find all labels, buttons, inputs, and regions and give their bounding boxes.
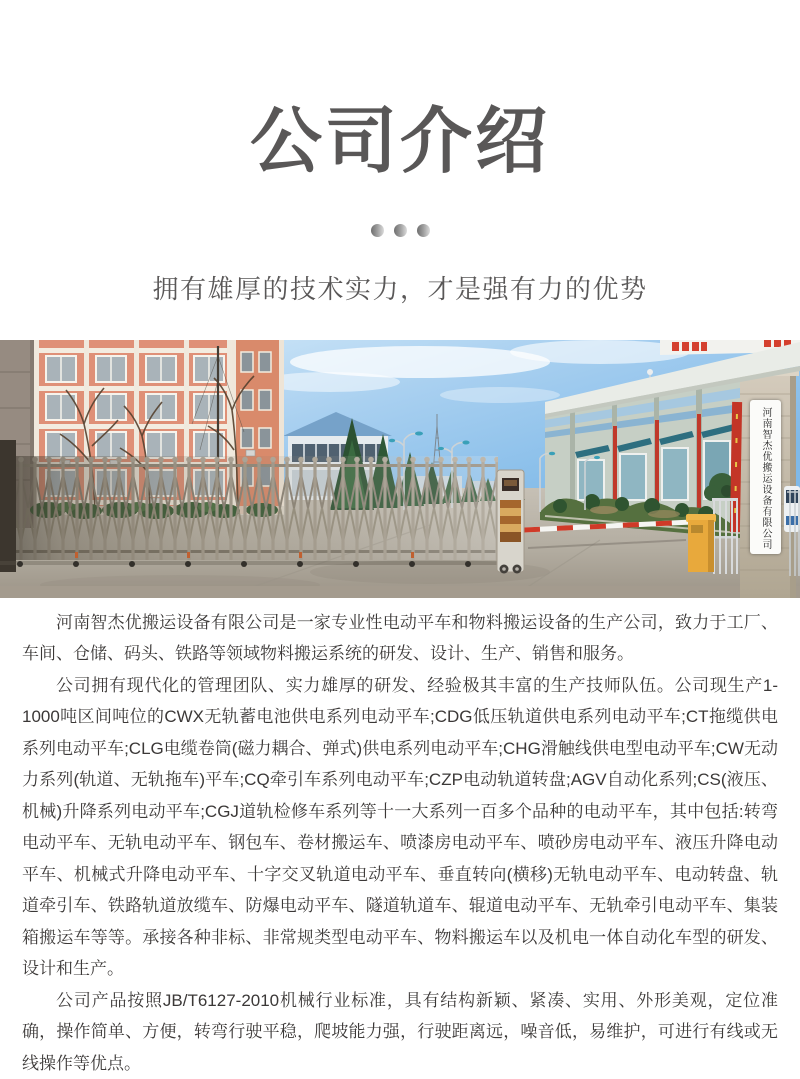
description-paragraph-2: 公司拥有现代化的管理团队、实力雄厚的研发、经验极其丰富的生产技师队伍。公司现生产1-1000吨区间吨位的CWX无轨蓄电池供电系列电动平车;CDG低压轨道供电系列电动平车;CT拖缆供电系列电动平车;CLG电缆卷筒(磁力耦合、弹式)供电系列电动平车;CHG滑触线供电型电动平车;CW无动力系列(轨道、无轨拖车)平车;CQ牵引车系列电动平车;CZP电动轨道转盘;AGV自动化系列;CS(液压、机械)升降系列电动平车;CGJ道轨检修车系列等十一大系列一百多个品种的电动平车，其中包括:转弯电动平车、无轨电动平车、钢包车、卷材搬运车、喷漆房电动平车、喷砂房电动平车、液压升降电动平车、机械式升降电动平车、十字交叉轨道电动平车、垂直转向(横移)无轨电动平车、电动转盘、轨道牵引车、铁路轨道放缆车、防爆电动平车、隧道轨道车、辊道电动平车、无轨牵引电动平车、集装箱搬运车等等。承接各种非标、非常规类型电动平车、物料搬运车以及机电一体自动化车型的研发、设计和生产。 (22, 675, 778, 979)
retractable-gate (0, 440, 500, 572)
divider-dot (371, 224, 384, 237)
description-paragraph-3: 公司产品按照JB/T6127-2010机械行业标准，具有结构新颖、紧凑、实用、外形美观，定位准确，操作简单、方便，转弯行驶平稳，爬坡能力强，行驶距离远，噪音低，易维护，可进行有线或无线操作等优点。 (22, 990, 778, 1073)
intro-header (0, 0, 800, 307)
parked-car (784, 486, 800, 532)
divider-dot (417, 224, 430, 237)
divider-dots (0, 224, 800, 237)
intro-subtitle: 拥有雄厚的技术实力，才是强有力的优势 (152, 274, 648, 304)
factory-photo-illustration (0, 340, 800, 598)
factory-photo (0, 340, 800, 598)
page-title: 公司介绍 (249, 102, 550, 182)
gate-end-post (497, 470, 524, 574)
company-description (0, 598, 800, 1079)
gate-company-sign: 河南智杰优搬运设备有限公司 (750, 400, 781, 554)
barrier-machine (686, 514, 716, 572)
description-paragraph-1: 河南智杰优搬运设备有限公司是一家专业性电动平车和物料搬运设备的生产公司，致力于工厂、车间、仓储、码头、铁路等领域物料搬运系统的研发、设计、生产、销售和服务。 (22, 612, 778, 664)
divider-dot (394, 224, 407, 237)
